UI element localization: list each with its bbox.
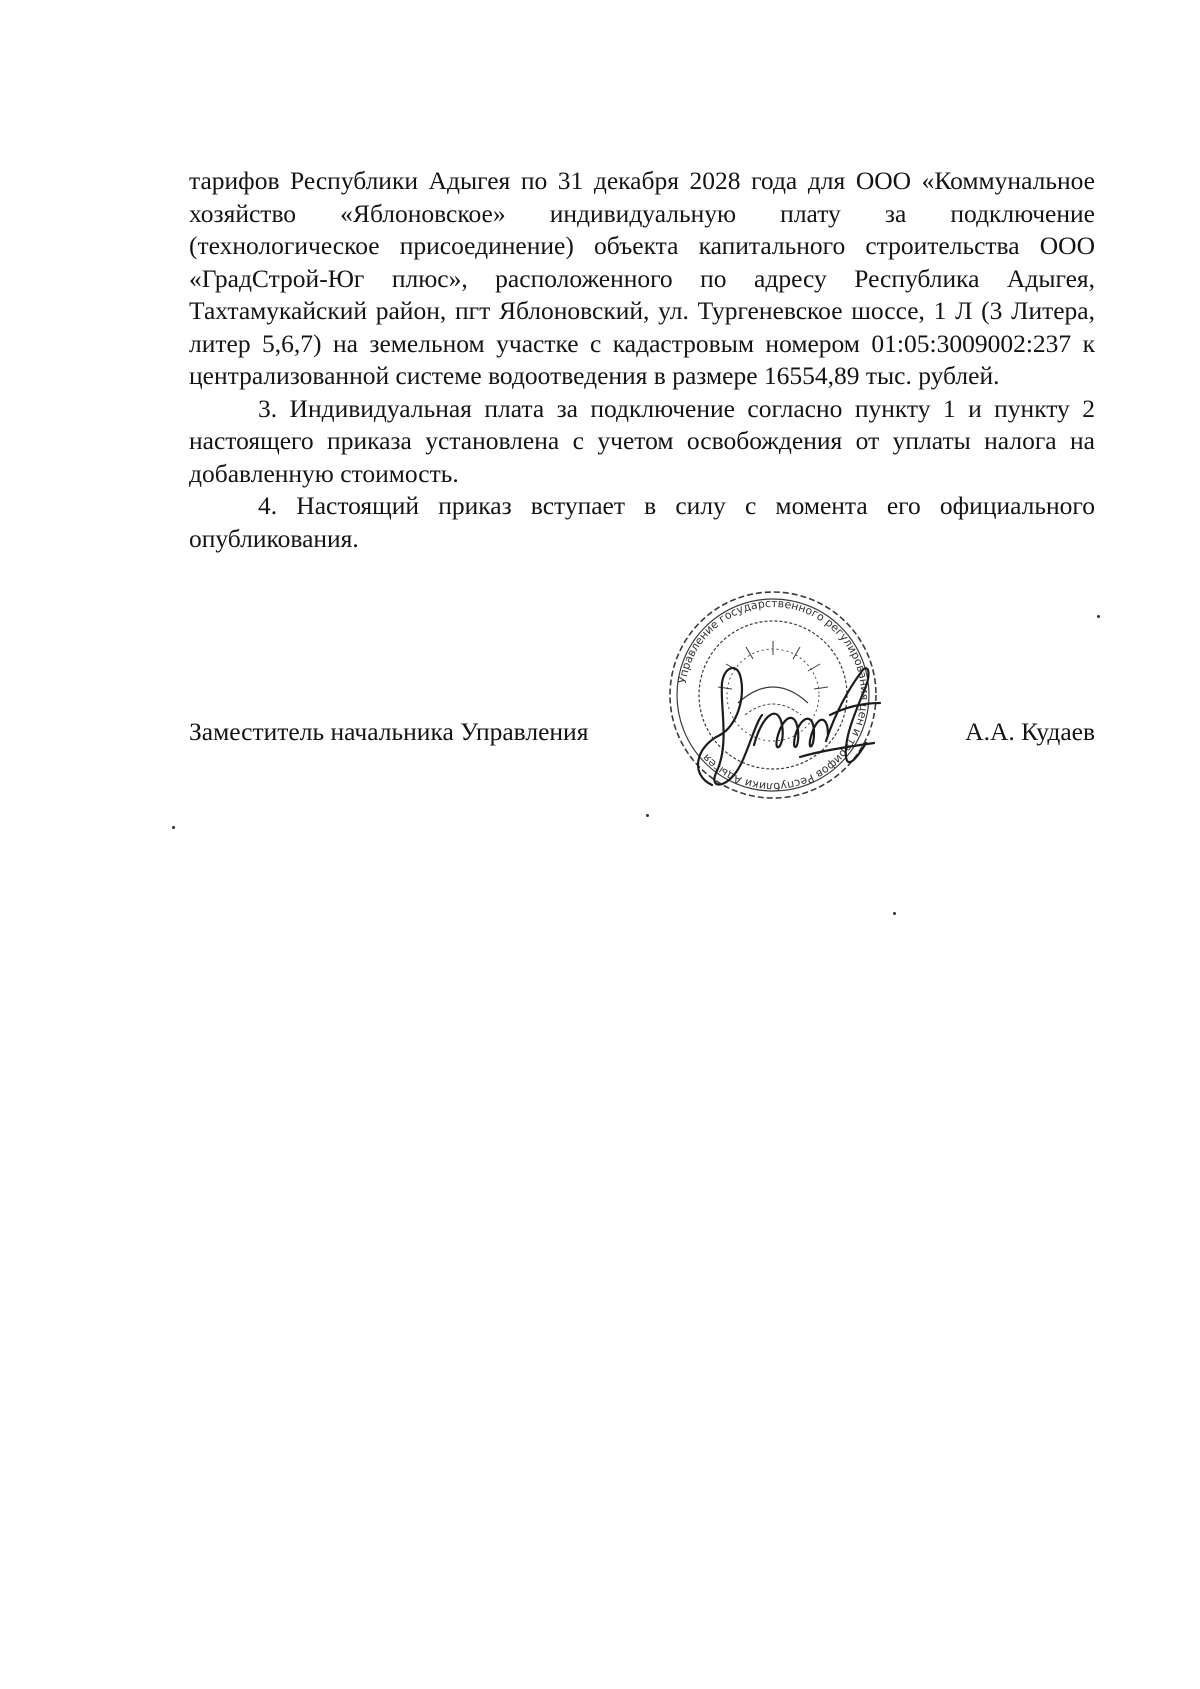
scan-speck bbox=[172, 826, 175, 829]
scan-speck bbox=[1097, 615, 1100, 618]
paragraph-4: 4. Настоящий приказ вступает в силу с момента его официального опубликования. bbox=[189, 491, 1095, 553]
document-body bbox=[189, 165, 1095, 555]
scan-speck bbox=[646, 814, 649, 817]
signatory-position: Заместитель начальника Управления bbox=[189, 717, 589, 746]
paragraph-3: 3. Индивидуальная плата за подключение согласно пункту 1 и пункту 2 настоящего приказа установлена с учетом освобождения от уплаты налога на добавленную стоимость. bbox=[189, 393, 1095, 488]
signatory-name: А.А. Кудаев bbox=[965, 717, 1095, 746]
seal-outer-text: Управление государственного регулирования цен и тарифов Республики Адыгея bbox=[675, 596, 872, 794]
official-seal bbox=[650, 575, 920, 820]
paragraph-2-continuation: тарифов Республики Адыгея по 31 декабря 2028 года для ООО «Коммунальное хозяйство «Яблоновское» индивидуальную плату за подключение (технологическое присоединение) объекта капитального строительства ООО «ГрадСтрой-Юг плюс», расположенного по адресу Республика Адыгея, Тахтамукайский район, пгт Яблоновский, ул. Тургеневское шоссе, 1 Л (3 Литера, литер 5,6,7) на земельном участке с кадастровым номером 01:05:3009002:237 к централизованной системе водоотведения в размере 16554,89 тыс. рублей. bbox=[189, 166, 1095, 390]
scan-speck bbox=[893, 912, 896, 915]
signature-block bbox=[189, 712, 1095, 752]
